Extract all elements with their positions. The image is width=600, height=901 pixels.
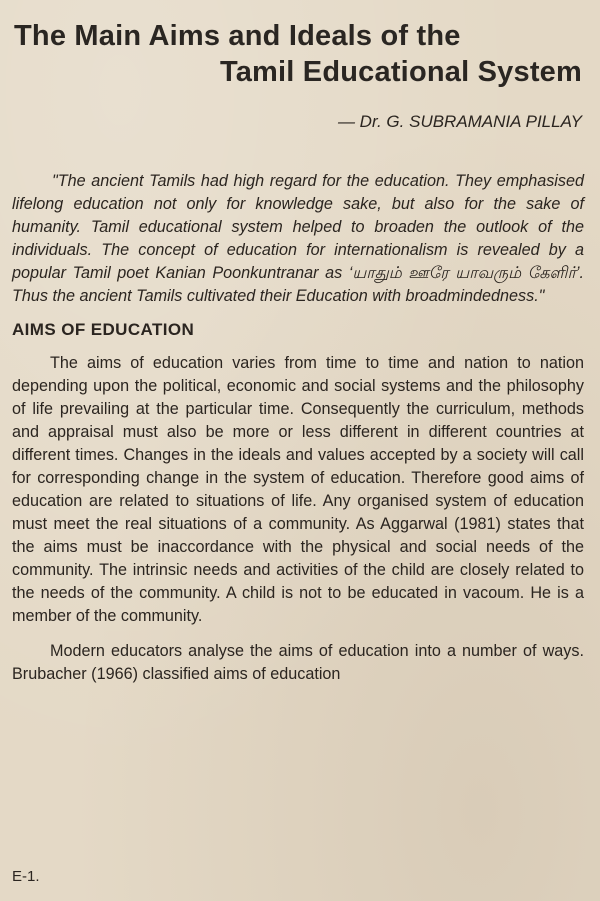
author-byline: — Dr. G. SUBRAMANIA PILLAY — [337, 112, 582, 131]
section-heading: AIMS OF EDUCATION — [12, 320, 195, 339]
article-title — [12, 18, 586, 90]
page-number: E-1. — [12, 868, 40, 885]
body-paragraph-1: The aims of education varies from time to time and nation to nation depending upon the political, economic and social systems and the philosophy of life prevailing at the particular time. Consequently the curriculum, methods and appraisal must also be more or less different in different countries at different times. Changes in the ideals and values accepted by a society will call for corresponding change in the system of education. Therefore good aims of education are related to situations of life. Any organised system of education must meet the real situations of a community. As Aggarwal (1981) states that the aims must be inaccordance with the physical and social needs of the community. The intrinsic needs and activities of the child are closely related to the needs of the community. A child is not to be educated in vacoum. He is a member of the community. — [12, 354, 584, 625]
article-title-line-2: Tamil Educational System — [219, 56, 582, 88]
body-paragraph-2: Modern educators analyse the aims of education into a number of ways. Brubacher (1966) classified aims of education — [12, 642, 584, 683]
article-abstract: "The ancient Tamils had high regard for the education. They emphasised lifelong education not only for knowledge sake, but also for the sake of humanity. Tamil educational system helped to broaden the outlook of the individuals. The concept of education for internationalism is revealed by a popular Tamil poet Kanian Poonkuntranar as ‘யாதும் ஊரே யாவரும் கேளிர்’. Thus the ancient Tamils cultivated their Education with broadmindedness." — [12, 172, 584, 305]
article-title-line-1: The Main Aims and Ideals of the — [14, 20, 461, 52]
